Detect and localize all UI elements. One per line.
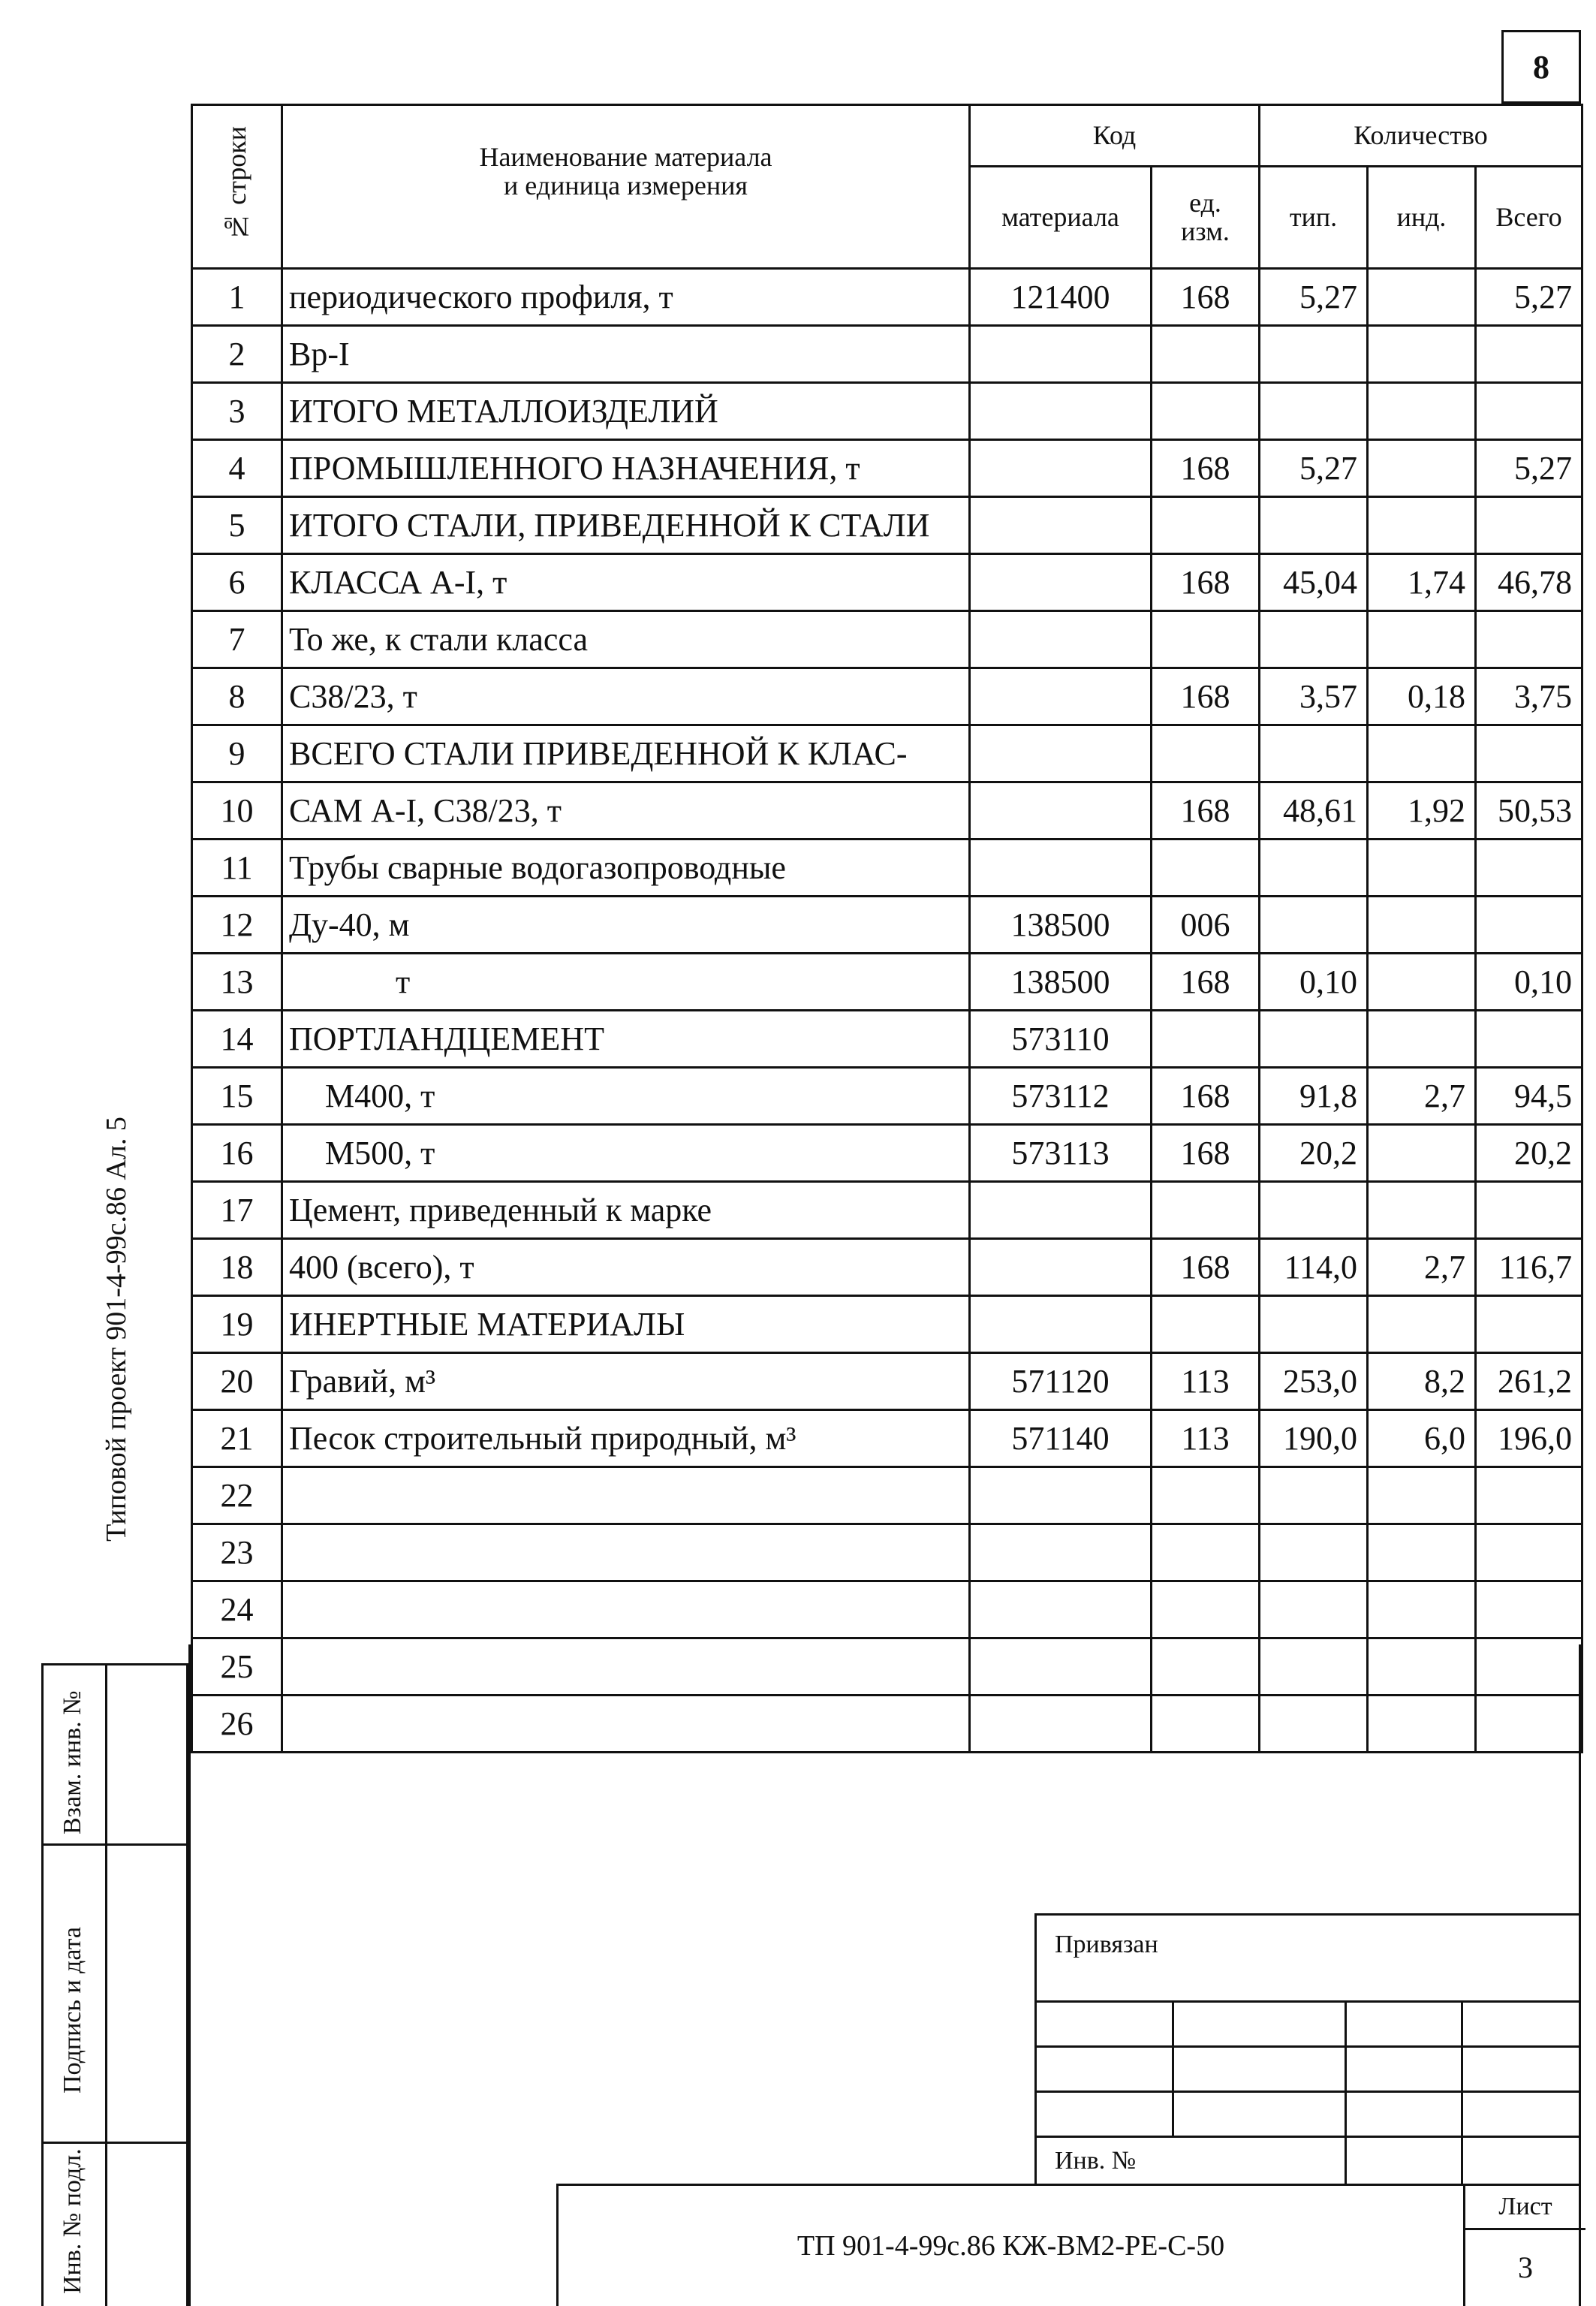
qty-typ: 45,04 [1260, 554, 1368, 611]
material-code: 571120 [970, 1353, 1152, 1410]
table-row [192, 383, 1582, 440]
sheet-label: Лист [1465, 2186, 1585, 2230]
stamp-inv-podl-label: Инв. № подл. [59, 2148, 86, 2294]
row-number: 24 [192, 1581, 282, 1638]
unit-code [1152, 326, 1260, 383]
row-number: 26 [192, 1696, 282, 1753]
stamp-signature-label: Подпись и дата [59, 1927, 86, 2093]
table-row [192, 611, 1582, 668]
qty-typ: 48,61 [1260, 782, 1368, 840]
qty-ind: 6,0 [1368, 1410, 1476, 1467]
sheet-number: 8 [1533, 48, 1549, 86]
material-code [970, 1524, 1152, 1581]
stamp-inv-podl [41, 2142, 188, 2306]
name-header: Наименование материала и единица измерения [282, 105, 970, 269]
qty-total: 50,53 [1476, 782, 1582, 840]
unit-code: 168 [1152, 782, 1260, 840]
qty-typ-header: тип. [1260, 167, 1368, 269]
qty-typ: 20,2 [1260, 1125, 1368, 1182]
unit-code: 006 [1152, 897, 1260, 954]
qty-typ [1260, 1467, 1368, 1524]
stamp-vzam-inv [41, 1663, 188, 1846]
binding-label: Привязан [1055, 1931, 1158, 1958]
material-code [970, 1581, 1152, 1638]
qty-ind: 2,7 [1368, 1239, 1476, 1296]
unit-code: 168 [1152, 954, 1260, 1011]
material-name: ПОРТЛАНДЦЕМЕНТ [282, 1011, 970, 1068]
qty-typ [1260, 1696, 1368, 1753]
qty-total [1476, 1467, 1582, 1524]
unit-code [1152, 383, 1260, 440]
qty-ind [1368, 497, 1476, 554]
qty-ind: 8,2 [1368, 1353, 1476, 1410]
material-name: М500, т [282, 1125, 970, 1182]
qty-ind [1368, 1524, 1476, 1581]
table-row [192, 269, 1582, 326]
table-row [192, 1182, 1582, 1239]
row-number: 4 [192, 440, 282, 497]
qty-ind [1368, 1581, 1476, 1638]
table-row [192, 1125, 1582, 1182]
material-code [970, 840, 1152, 897]
row-no-header: № строки [192, 105, 282, 269]
material-code [970, 383, 1152, 440]
qty-typ: 5,27 [1260, 440, 1368, 497]
qty-ind [1368, 383, 1476, 440]
row-number: 16 [192, 1125, 282, 1182]
row-number: 13 [192, 954, 282, 1011]
qty-ind [1368, 897, 1476, 954]
table-row [192, 782, 1582, 840]
material-name [282, 1524, 970, 1581]
row-number: 19 [192, 1296, 282, 1353]
qty-ind [1368, 1638, 1476, 1696]
title-block [556, 2184, 1581, 2306]
stamp-vzam-label: Взам. инв. № [59, 1690, 86, 1834]
materials-table [191, 104, 1583, 1753]
material-code [970, 497, 1152, 554]
qty-total [1476, 1638, 1582, 1696]
qty-typ: 5,27 [1260, 269, 1368, 326]
qty-typ [1260, 1182, 1368, 1239]
material-name: т [282, 954, 970, 1011]
qty-total: 196,0 [1476, 1410, 1582, 1467]
qty-ind-header: инд. [1368, 167, 1476, 269]
qty-total [1476, 383, 1582, 440]
material-code: 573113 [970, 1125, 1152, 1182]
row-number: 15 [192, 1068, 282, 1125]
qty-ind [1368, 1125, 1476, 1182]
sheet-value: 3 [1518, 2250, 1533, 2284]
material-name: ИНЕРТНЫЕ МАТЕРИАЛЫ [282, 1296, 970, 1353]
sheet-cell [1463, 2186, 1585, 2306]
qty-ind: 1,92 [1368, 782, 1476, 840]
unit-code [1152, 1581, 1260, 1638]
qty-typ [1260, 1011, 1368, 1068]
table-row [192, 954, 1582, 1011]
qty-total [1476, 1011, 1582, 1068]
unit-code [1152, 840, 1260, 897]
qty-typ [1260, 326, 1368, 383]
row-number: 5 [192, 497, 282, 554]
unit-code [1152, 1638, 1260, 1696]
material-code [970, 554, 1152, 611]
unit-code [1152, 497, 1260, 554]
qty-typ [1260, 497, 1368, 554]
qty-ind [1368, 1182, 1476, 1239]
qty-ind [1368, 326, 1476, 383]
qty-total [1476, 1296, 1582, 1353]
row-number: 20 [192, 1353, 282, 1410]
unit-code [1152, 1182, 1260, 1239]
qty-total [1476, 1524, 1582, 1581]
material-name: САМ А-I, С38/23, т [282, 782, 970, 840]
material-code [970, 1296, 1152, 1353]
table-row [192, 497, 1582, 554]
table-row [192, 1068, 1582, 1125]
material-code: 573112 [970, 1068, 1152, 1125]
side-project-label: Типовой проект 901-4-99с.86 Ал. 5 [101, 1117, 132, 1542]
material-name: КЛАССА А-I, т [282, 554, 970, 611]
material-name: То же, к стали класса [282, 611, 970, 668]
material-code [970, 1239, 1152, 1296]
row-number: 14 [192, 1011, 282, 1068]
row-number: 12 [192, 897, 282, 954]
material-name [282, 1638, 970, 1696]
qty-typ [1260, 1638, 1368, 1696]
qty-total [1476, 497, 1582, 554]
table-row [192, 668, 1582, 725]
material-code [970, 782, 1152, 840]
qty-group-header: Количество [1260, 105, 1582, 167]
material-name: Цемент, приведенный к марке [282, 1182, 970, 1239]
material-code [970, 326, 1152, 383]
material-name: Вр-I [282, 326, 970, 383]
qty-ind [1368, 1467, 1476, 1524]
qty-ind [1368, 840, 1476, 897]
unit-code: 168 [1152, 1068, 1260, 1125]
row-number: 6 [192, 554, 282, 611]
material-name: С38/23, т [282, 668, 970, 725]
qty-typ [1260, 383, 1368, 440]
material-name: Песок строительный природный, м³ [282, 1410, 970, 1467]
unit-code: 113 [1152, 1410, 1260, 1467]
qty-total [1476, 326, 1582, 383]
material-code: 571140 [970, 1410, 1152, 1467]
qty-total: 5,27 [1476, 440, 1582, 497]
qty-typ: 91,8 [1260, 1068, 1368, 1125]
table-row [192, 1524, 1582, 1581]
table-row [192, 1467, 1582, 1524]
material-code [970, 1182, 1152, 1239]
qty-typ: 3,57 [1260, 668, 1368, 725]
qty-total: 46,78 [1476, 554, 1582, 611]
row-number: 8 [192, 668, 282, 725]
material-name [282, 1696, 970, 1753]
unit-code [1152, 1467, 1260, 1524]
table-row [192, 897, 1582, 954]
qty-total [1476, 1696, 1582, 1753]
row-number: 7 [192, 611, 282, 668]
qty-total: 20,2 [1476, 1125, 1582, 1182]
material-code: 138500 [970, 954, 1152, 1011]
unit-code: 168 [1152, 1125, 1260, 1182]
row-number: 10 [192, 782, 282, 840]
qty-typ [1260, 1296, 1368, 1353]
qty-total [1476, 1581, 1582, 1638]
table-row [192, 326, 1582, 383]
table-row [192, 840, 1582, 897]
unit-code [1152, 1524, 1260, 1581]
material-code [970, 668, 1152, 725]
row-number: 22 [192, 1467, 282, 1524]
table-row [192, 440, 1582, 497]
qty-total [1476, 840, 1582, 897]
sheet-number-box [1501, 30, 1581, 104]
material-code [970, 1638, 1152, 1696]
table-row [192, 1239, 1582, 1296]
row-number: 9 [192, 725, 282, 782]
table-row [192, 725, 1582, 782]
unit-code: 168 [1152, 554, 1260, 611]
qty-ind: 1,74 [1368, 554, 1476, 611]
material-name: Ду-40, м [282, 897, 970, 954]
qty-ind [1368, 725, 1476, 782]
unit-code [1152, 1296, 1260, 1353]
row-number: 3 [192, 383, 282, 440]
qty-total-header: Всего [1476, 167, 1582, 269]
row-number: 17 [192, 1182, 282, 1239]
unit-code: 113 [1152, 1353, 1260, 1410]
material-code [970, 725, 1152, 782]
unit-code: 168 [1152, 668, 1260, 725]
unit-code [1152, 1696, 1260, 1753]
unit-code [1152, 725, 1260, 782]
qty-ind [1368, 269, 1476, 326]
qty-ind: 2,7 [1368, 1068, 1476, 1125]
row-number: 25 [192, 1638, 282, 1696]
table-row [192, 1011, 1582, 1068]
row-number: 11 [192, 840, 282, 897]
qty-typ: 0,10 [1260, 954, 1368, 1011]
table-row [192, 1353, 1582, 1410]
material-code [970, 1696, 1152, 1753]
qty-total: 3,75 [1476, 668, 1582, 725]
qty-ind [1368, 1696, 1476, 1753]
stamp-signature-date [41, 1843, 188, 2144]
material-name: ИТОГО МЕТАЛЛОИЗДЕЛИЙ [282, 383, 970, 440]
unit-code [1152, 611, 1260, 668]
qty-ind [1368, 1296, 1476, 1353]
material-name [282, 1581, 970, 1638]
material-code: 573110 [970, 1011, 1152, 1068]
material-name: ВСЕГО СТАЛИ ПРИВЕДЕННОЙ К КЛАС- [282, 725, 970, 782]
code-unit-header: ед. изм. [1152, 167, 1260, 269]
material-code: 138500 [970, 897, 1152, 954]
qty-total [1476, 611, 1582, 668]
qty-total: 5,27 [1476, 269, 1582, 326]
table-row [192, 1410, 1582, 1467]
material-name: М400, т [282, 1068, 970, 1125]
table-row [192, 1638, 1582, 1696]
material-name: периодического профиля, т [282, 269, 970, 326]
unit-code [1152, 1011, 1260, 1068]
material-name: 400 (всего), т [282, 1239, 970, 1296]
binding-inv-label: Инв. № [1055, 2147, 1137, 2175]
material-code [970, 440, 1152, 497]
qty-typ [1260, 1581, 1368, 1638]
material-name [282, 1467, 970, 1524]
qty-total: 0,10 [1476, 954, 1582, 1011]
qty-typ: 253,0 [1260, 1353, 1368, 1410]
qty-total: 261,2 [1476, 1353, 1582, 1410]
table-row [192, 554, 1582, 611]
qty-ind: 0,18 [1368, 668, 1476, 725]
qty-ind [1368, 611, 1476, 668]
qty-ind [1368, 440, 1476, 497]
material-name: Гравий, м³ [282, 1353, 970, 1410]
qty-ind [1368, 1011, 1476, 1068]
material-name: ИТОГО СТАЛИ, ПРИВЕДЕННОЙ К СТАЛИ [282, 497, 970, 554]
table-row [192, 1696, 1582, 1753]
qty-typ [1260, 897, 1368, 954]
qty-typ: 114,0 [1260, 1239, 1368, 1296]
unit-code: 168 [1152, 269, 1260, 326]
row-number: 1 [192, 269, 282, 326]
table-row [192, 1581, 1582, 1638]
row-number: 2 [192, 326, 282, 383]
qty-total: 94,5 [1476, 1068, 1582, 1125]
frame-left-line [188, 1644, 191, 2306]
material-code [970, 611, 1152, 668]
qty-typ [1260, 1524, 1368, 1581]
row-number: 21 [192, 1410, 282, 1467]
qty-total: 116,7 [1476, 1239, 1582, 1296]
material-code: 121400 [970, 269, 1152, 326]
unit-code: 168 [1152, 1239, 1260, 1296]
qty-total [1476, 897, 1582, 954]
qty-typ [1260, 611, 1368, 668]
row-number: 23 [192, 1524, 282, 1581]
qty-ind [1368, 954, 1476, 1011]
qty-typ [1260, 725, 1368, 782]
materials-table-body [192, 269, 1582, 1753]
qty-total [1476, 725, 1582, 782]
material-name: ПРОМЫШЛЕННОГО НАЗНАЧЕНИЯ, т [282, 440, 970, 497]
code-group-header: Код [970, 105, 1260, 167]
qty-typ: 190,0 [1260, 1410, 1368, 1467]
row-number: 18 [192, 1239, 282, 1296]
qty-total [1476, 1182, 1582, 1239]
material-name: Трубы сварные водогазопроводные [282, 840, 970, 897]
document-code: ТП 901-4-99с.86 КЖ-ВМ2-РЕ-С-50 [796, 2230, 1225, 2262]
material-code [970, 1467, 1152, 1524]
code-material-header: материала [970, 167, 1152, 269]
binding-block [1034, 1913, 1581, 2184]
qty-typ [1260, 840, 1368, 897]
table-row [192, 1296, 1582, 1353]
unit-code: 168 [1152, 440, 1260, 497]
